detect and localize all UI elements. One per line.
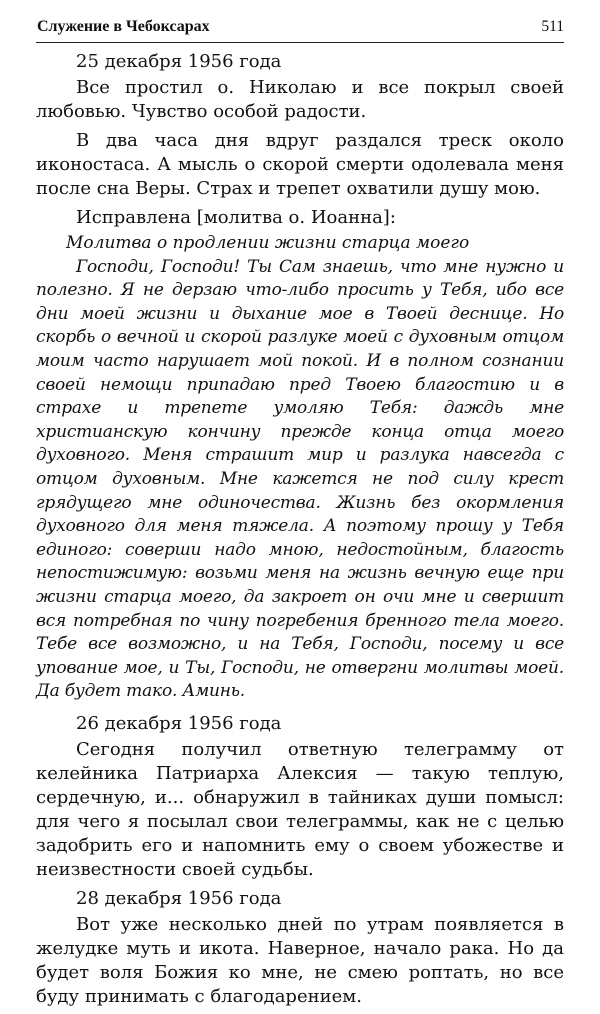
page-number: 511 (541, 18, 564, 35)
prayer-text: Господи, Господи! Ты Сам знаешь, что мне нужно и полезно. Я не дерзаю что-либо просить у Тебя, ибо все дни моей жизни и дыхание мое в Твоей деснице. Но скорбь о вечной и скорой разлуке моей с духовным отцом моим часто нарушает мой покой. И в полном сознании своей немощи припадаю пред Твоею благостию и в страхе и трепете умоляю Тебя: даждь мне христианскую кончину прежде конца отца моего духовного. Меня страшит мир и разлука навсегда с отцом духовным. Мне кажется не под силу крест грядущего мне одиночества. Жизнь без окормления духовного для меня тяжела. А поэтому прошу у Тебя единого: соверши надо мною, недостойным, благость непостижимую: возьми меня на жизнь вечную еще при жизни старца моего, да закроет он очи мне и свершит вся потребная по чину погребения бренного тела моего. Тебе все возможно, и на Тебя, Господи, посему и все упование мое, и Ты, Господи, не отвергни молитвы моей. Да будет тако. Аминь. (36, 256, 564, 702)
paragraph: В два часа дня вдруг раздался треск около иконостаса. А мысль о скорой смерти одолевала меня после сна Веры. Страх и трепет охватили душу мою. (36, 130, 564, 199)
running-header (36, 8, 564, 43)
entry-date: 28 декабря 1956 года (76, 887, 282, 909)
entry-date: 25 декабря 1956 года (76, 51, 282, 72)
paragraph: Исправлена [молитва о. Иоанна]: (76, 207, 396, 228)
paragraph: Все простил о. Николаю и все покрыл своей любовью. Чувство особой радости. (36, 77, 564, 122)
paragraph: Вот уже несколько дней по утрам появляется в желудке муть и икота. Наверное, начало рака. Но да будет воля Божия ко мне, не смею роптать, но все буду принимать с благодарением. (36, 913, 564, 1007)
entry-date: 26 декабря 1956 года (76, 712, 282, 734)
running-title: Служение в Чебоксарах (37, 18, 210, 35)
paragraph: Сегодня получил ответную телеграмму от келейника Патриарха Алексия — такую теплую, сердечную, и... обнаружил в тайниках души помысл: для чего я посылал свои телеграммы, как не с целью задобрить его и напомнить ему о своем убожестве и неизвестности своей судьбы. (36, 738, 564, 880)
prayer-title: Молитва о продлении жизни старца моего (66, 233, 470, 253)
page-body (36, 50, 564, 1009)
book-page (36, 8, 564, 1014)
